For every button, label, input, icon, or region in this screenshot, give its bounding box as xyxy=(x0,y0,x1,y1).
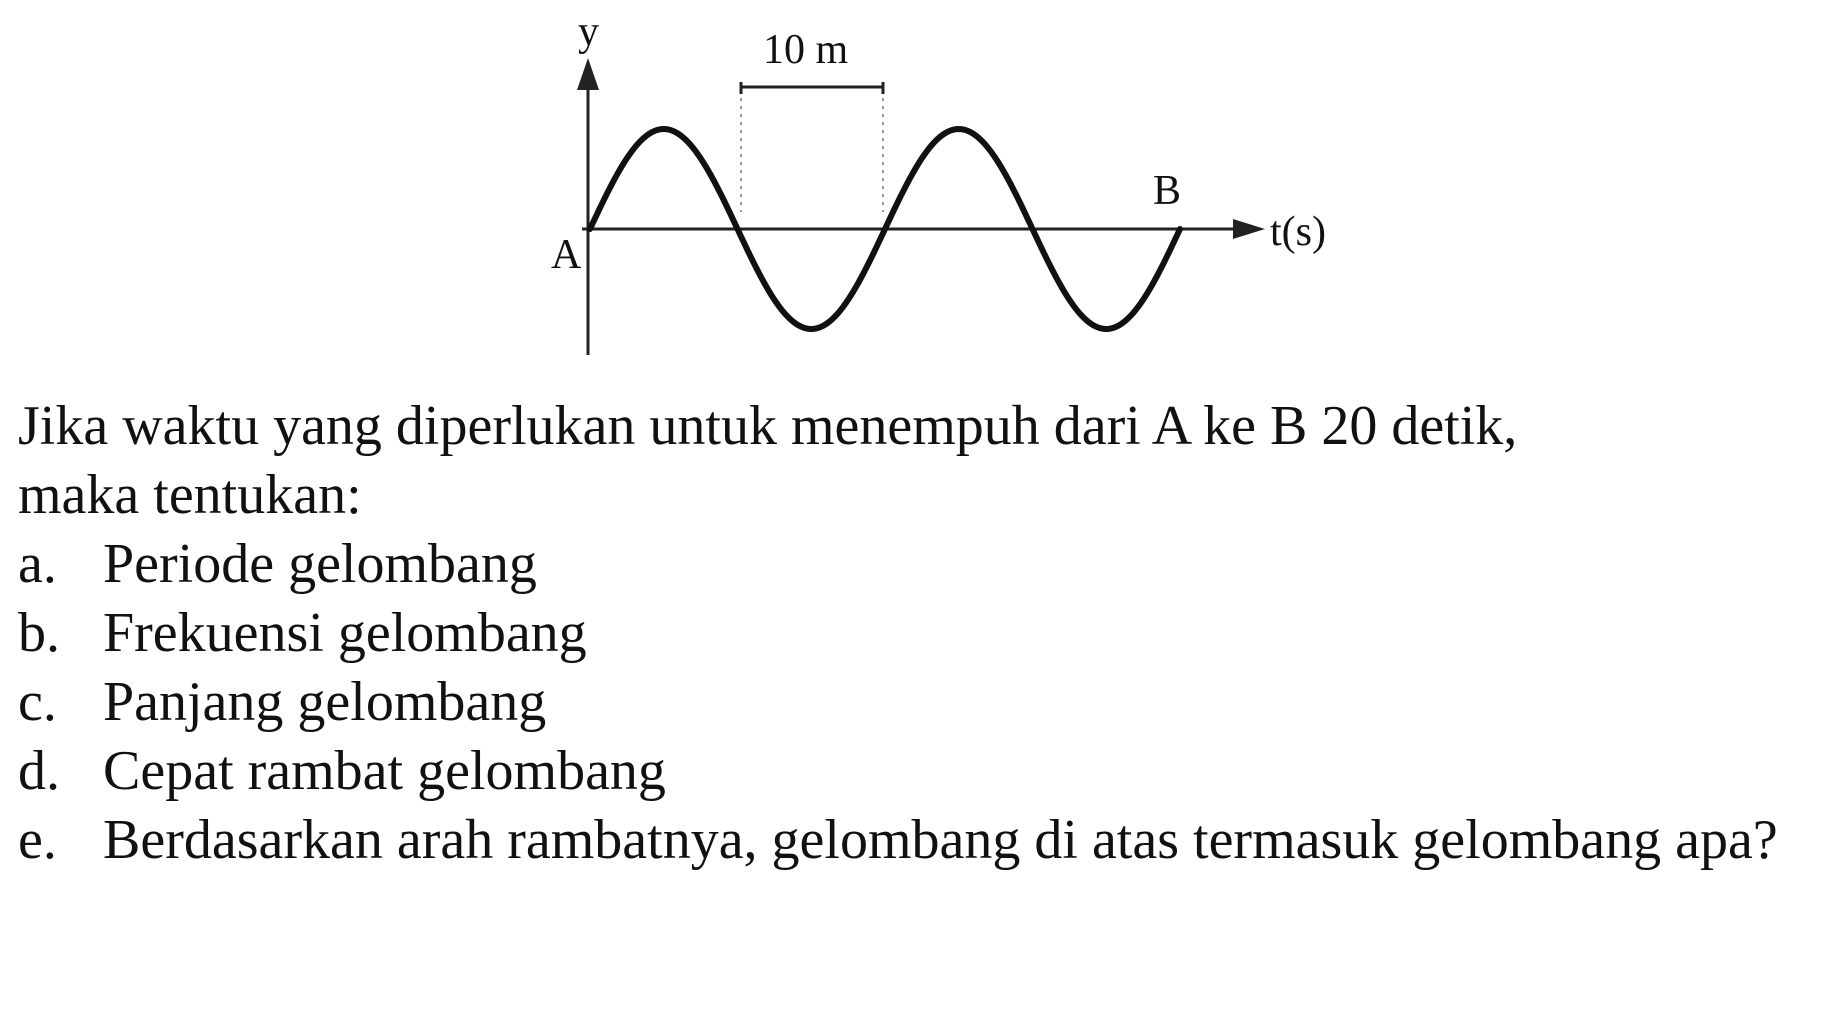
option-text: Berdasarkan arah rambatnya, gelombang di atas termasuk gelombang apa? xyxy=(103,809,1778,871)
option-list xyxy=(18,530,1828,875)
point-b-label: B xyxy=(1153,168,1182,214)
option-letter: e. xyxy=(18,809,57,871)
wave-diagram xyxy=(0,0,1838,400)
option-text: Periode gelombang xyxy=(103,533,537,595)
option-item xyxy=(18,599,1828,668)
option-item xyxy=(18,737,1828,806)
option-letter: c. xyxy=(18,671,57,733)
option-item xyxy=(18,530,1828,599)
t-axis-label: t(s) xyxy=(1270,209,1326,255)
spacing-label: 10 m xyxy=(763,27,849,73)
point-a-label: A xyxy=(551,232,582,278)
question-intro xyxy=(18,392,1828,530)
option-text: Cepat rambat gelombang xyxy=(103,740,666,802)
option-item xyxy=(18,668,1828,737)
question-block xyxy=(18,392,1828,875)
y-axis-arrowhead xyxy=(577,58,599,90)
question-intro-line2: maka tentukan: xyxy=(18,464,362,526)
option-text: Panjang gelombang xyxy=(103,671,547,733)
question-intro-line1: Jika waktu yang diperlukan untuk menempuh dari A ke B 20 detik, xyxy=(18,395,1518,457)
t-axis-arrowhead xyxy=(1233,219,1265,239)
option-letter: d. xyxy=(18,740,60,802)
option-letter: b. xyxy=(18,602,60,664)
y-axis-label: y xyxy=(578,9,599,55)
option-letter: a. xyxy=(18,533,57,595)
option-text: Frekuensi gelombang xyxy=(103,602,587,664)
option-item xyxy=(18,806,1828,875)
